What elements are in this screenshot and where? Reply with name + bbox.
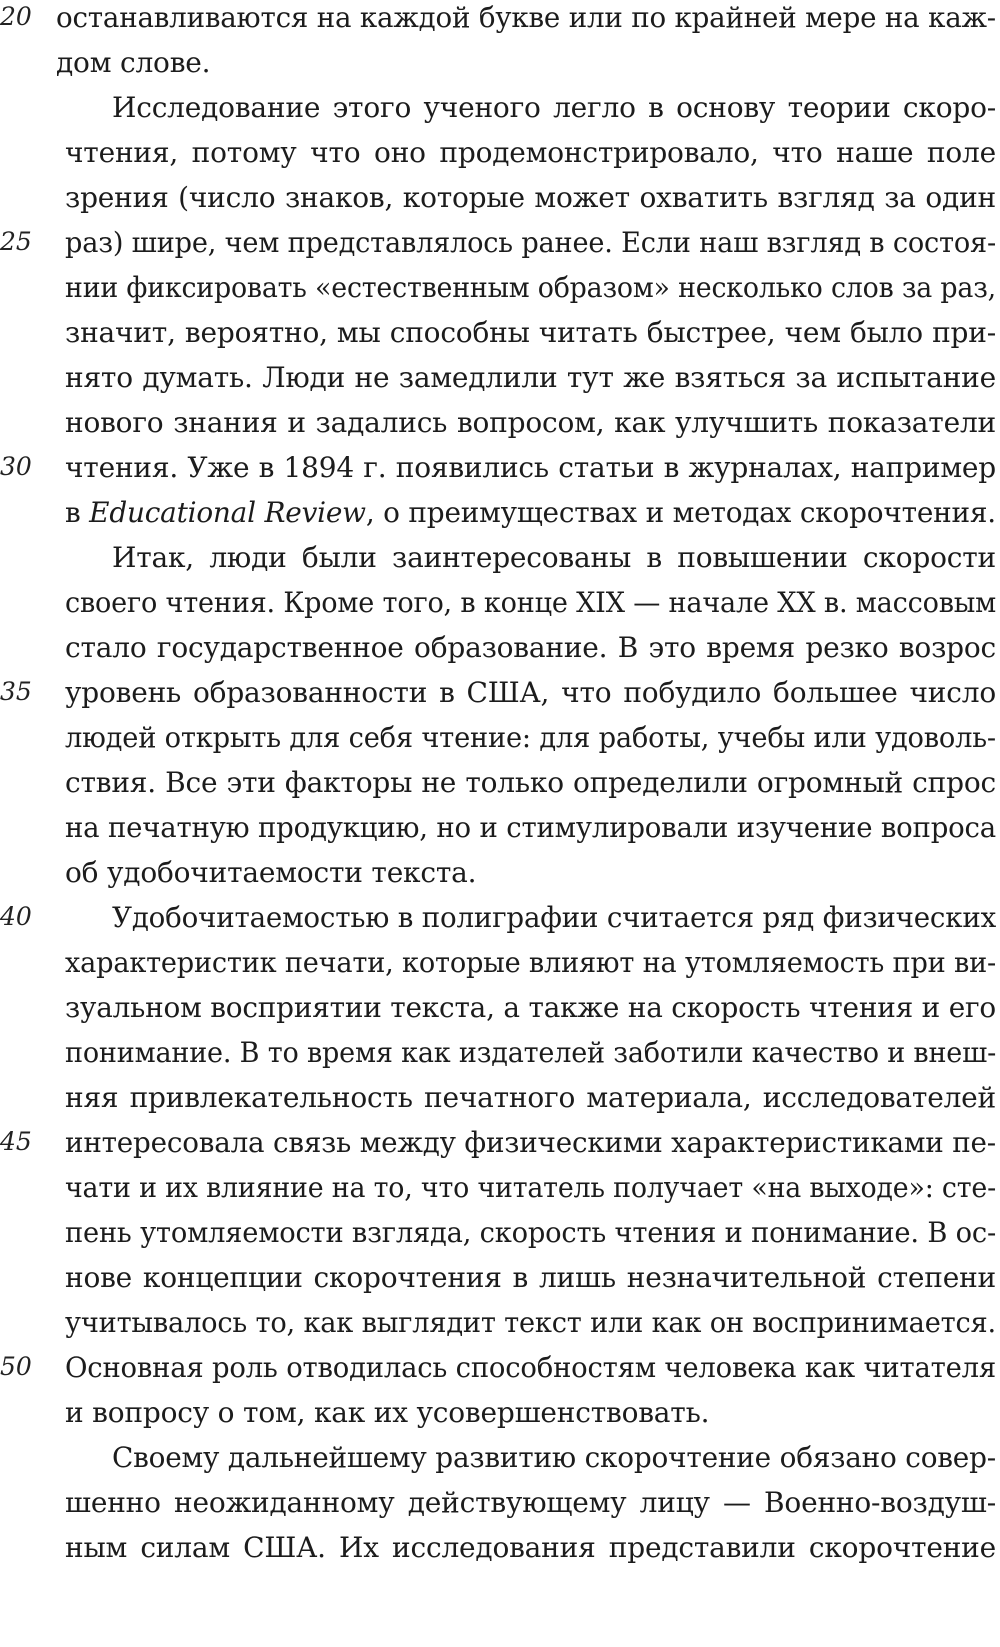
paragraph-line: людей открыть для себя чтение: для работы, учебы или удоволь- bbox=[65, 721, 996, 754]
paragraph-line: Удобочитаемостью в полиграфии считается ряд физических bbox=[112, 901, 997, 934]
paragraph-line: своего чтения. Кроме того, в конце XIX — начале XX в. массовым bbox=[65, 586, 997, 619]
text-line bbox=[0, 90, 1000, 138]
text-line bbox=[0, 315, 1000, 363]
text-line bbox=[0, 1530, 1000, 1578]
text-line bbox=[0, 945, 1000, 993]
paragraph-line: Основная роль отводилась способностям человека как читателя bbox=[65, 1351, 996, 1384]
paragraph-line: нято думать. Люди не замедлили тут же взяться за испытание bbox=[65, 361, 996, 394]
paragraph-line: характеристик печати, которые влияют на утомляемость при ви- bbox=[65, 946, 996, 979]
text-line bbox=[0, 45, 1000, 93]
text-line bbox=[0, 1350, 1000, 1398]
text-line bbox=[0, 1035, 1000, 1083]
paragraph-line: стало государственное образование. В это время резко возрос bbox=[65, 631, 996, 664]
paragraph-line: чати и их влияние на то, что читатель получает «на выходе»: сте- bbox=[65, 1171, 996, 1204]
paragraph-line: уровень образованности в США, что побудило большее число bbox=[65, 676, 996, 709]
paragraph-line: чтения. Уже в 1894 г. появились статьи в журналах, например bbox=[65, 451, 996, 484]
text-line bbox=[0, 900, 1000, 948]
text-line bbox=[0, 1485, 1000, 1533]
paragraph-line: ным силам США. Их исследования представили скорочтение bbox=[65, 1531, 996, 1564]
paragraph-line: зрения (число знаков, которые может охватить взгляд за один bbox=[65, 181, 996, 214]
text-line bbox=[0, 270, 1000, 318]
text-line bbox=[0, 585, 1000, 633]
paragraph-line: чтения, потому что оно продемонстрировало, что наше поле bbox=[65, 136, 996, 169]
text-line bbox=[0, 1305, 1000, 1353]
text-line bbox=[0, 1080, 1000, 1128]
text-line bbox=[0, 675, 1000, 723]
text-line bbox=[0, 810, 1000, 858]
text-line bbox=[0, 1125, 1000, 1173]
paragraph-line: понимание. В то время как издателей заботили качество и внеш- bbox=[65, 1036, 997, 1069]
paragraph-line: зуальном восприятии текста, а также на скорость чтения и его bbox=[65, 991, 997, 1024]
text-line bbox=[0, 135, 1000, 183]
text-run: в bbox=[65, 496, 81, 529]
text-line bbox=[0, 1440, 1000, 1488]
text-run: , о преимуществах и методах скорочтения. bbox=[365, 496, 996, 529]
paragraph-line: дом слове. bbox=[56, 46, 211, 79]
line-number: 45 bbox=[0, 1127, 32, 1156]
text-line bbox=[0, 495, 1000, 543]
line-number: 20 bbox=[0, 2, 32, 31]
paragraph-line: на печатную продукцию, но и стимулировали изучение вопроса bbox=[65, 811, 997, 844]
text-line bbox=[0, 1215, 1000, 1263]
text-line bbox=[0, 360, 1000, 408]
line-number: 35 bbox=[0, 677, 32, 706]
paragraph-line: шенно неожиданному действующему лицу — Военно-воздуш- bbox=[65, 1486, 996, 1519]
text-line bbox=[0, 405, 1000, 453]
text-line bbox=[0, 225, 1000, 273]
text-line bbox=[0, 180, 1000, 228]
paragraph-line: об удобочитаемости текста. bbox=[65, 856, 477, 889]
text-line bbox=[0, 450, 1000, 498]
text-line bbox=[0, 630, 1000, 678]
journal-title: Educational Review bbox=[89, 496, 366, 529]
paragraph-line: Своему дальнейшему развитию скорочтение обязано совер- bbox=[112, 1441, 996, 1474]
paragraph-line: нового знания и задались вопросом, как улучшить показатели bbox=[65, 406, 996, 439]
text-line bbox=[0, 720, 1000, 768]
text-line bbox=[0, 1260, 1000, 1308]
line-number: 25 bbox=[0, 227, 32, 256]
line-number: 50 bbox=[0, 1352, 32, 1381]
text-line bbox=[0, 990, 1000, 1038]
text-line bbox=[0, 765, 1000, 813]
paragraph-line: Исследование этого ученого легло в основу теории скоро- bbox=[112, 91, 996, 124]
paragraph-line: и вопросу о том, как их усовершенствовать. bbox=[65, 1396, 710, 1429]
paragraph-line: няя привлекательность печатного материала, исследователей bbox=[65, 1081, 996, 1114]
line-number: 40 bbox=[0, 902, 32, 931]
paragraph-line: нове концепции скорочтения в лишь незначительной степени bbox=[65, 1261, 996, 1294]
text-line bbox=[0, 1170, 1000, 1218]
paragraph-line: Итак, люди были заинтересованы в повышении скорости bbox=[112, 541, 996, 574]
paragraph-line: нии фиксировать «естественным образом» несколько слов за раз, bbox=[65, 271, 996, 304]
paragraph-line: учитывалось то, как выглядит текст или как он воспринимается. bbox=[65, 1306, 996, 1339]
line-number: 30 bbox=[0, 452, 32, 481]
text-line bbox=[0, 540, 1000, 588]
paragraph-line: пень утомляемости взгляда, скорость чтения и понимание. В ос- bbox=[65, 1216, 997, 1249]
paragraph-line: интересовала связь между физическими характеристиками пе- bbox=[65, 1126, 996, 1159]
text-line bbox=[0, 855, 1000, 903]
paragraph-line: останавливаются на каждой букве или по крайней мере на каж- bbox=[56, 1, 996, 34]
paragraph-line: значит, вероятно, мы способны читать быстрее, чем было при- bbox=[65, 316, 996, 349]
text-line bbox=[0, 0, 1000, 48]
paragraph-line: раз) шире, чем представлялось ранее. Если наш взгляд в состоя- bbox=[65, 226, 996, 259]
text-line bbox=[0, 1395, 1000, 1443]
paragraph-line: ствия. Все эти факторы не только определили огромный спрос bbox=[65, 766, 996, 799]
paragraph-line bbox=[65, 495, 996, 531]
